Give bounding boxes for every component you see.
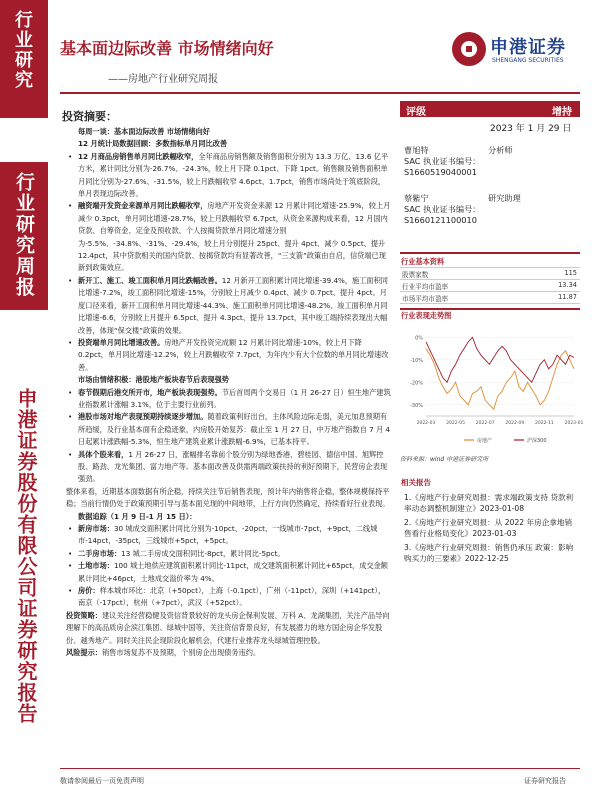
bullet-lead: 融资端开发资金来源单月同比跌幅收窄， <box>78 201 208 211</box>
stat-divider <box>400 303 580 304</box>
abstract-bullet <box>66 411 392 448</box>
stat-label: 股票家数 <box>402 271 429 279</box>
bullet-lead: 投资端单月同比增速改善。 <box>78 337 165 347</box>
bullet-lead: 12 月商品房销售单月同比跌幅收窄， <box>78 151 199 161</box>
paragraph-text: 销售市场复苏不及预期，个别房企出现债务违约。 <box>101 648 261 658</box>
assistant-cert-id: S1660121100010 <box>404 215 477 225</box>
related-report-item[interactable]: 3.《房地产行业研究周报：销售仍承压 政策：影响购买力的三要素》2022-12-25 <box>404 542 574 564</box>
legend-label: 房地产 <box>477 438 493 444</box>
abstract-bullet <box>66 275 392 337</box>
abstract-bullet <box>66 523 392 548</box>
rating-label: 评级 <box>406 107 426 118</box>
report-subtitle: ——房地产行业研究周报 <box>108 74 218 85</box>
sidebar-mid-block <box>0 162 48 310</box>
footer-report-type: 证券研究报告 <box>524 777 566 785</box>
bullet-text: 1 月 26-27 日，涨幅排名靠前个股分别为绿地香港、碧桂园、德信中国、旭辉控股、路劲、龙光集团、富力地产等。基本面改善及供需两端政策扶持的利好预期下，民营房企表现强劲。 <box>78 449 388 484</box>
x-tick-label: 2023-01 <box>564 421 584 426</box>
basic-data-divider <box>400 252 580 254</box>
sidebar-top-block <box>0 0 48 118</box>
assistant-name: 蔡紫宁 <box>404 193 429 203</box>
paragraph-text: 建议关注经营稳健及资信背景较好的龙头房企保利发展、万科 A、龙湖集团，关注产品导向理解下的高品质房企滨江集团、绿城中国等，关注资信背景良好，有发展潜力的地方国企房企华发股份、越秀地产。同时关注民企现阶段化解机会，代建行业推荐龙头绿城管理控股。 <box>66 610 390 645</box>
bullet-text: 30 城成交面积累计同比分别为-10pct、-20pct、一线城市-7pct，+9pct，二线城市-14pct，-35pct，三线城市+5pct，+5pct。 <box>78 524 378 546</box>
company-logo <box>452 30 572 72</box>
analyst-name: 曹旭特 <box>404 145 429 155</box>
paragraph-lead: 风险提示： <box>66 648 102 658</box>
analyst-cert-id: S1660519040001 <box>404 167 477 177</box>
abstract-bullet <box>66 200 392 274</box>
abstract-bullet <box>66 387 392 412</box>
footer-divider <box>60 768 580 769</box>
logo-text-cn: 申港证券 <box>490 37 566 58</box>
abstract-bullet <box>66 151 392 201</box>
stat-row <box>402 281 577 291</box>
bullet-lead: 新开工、施工、竣工面积单月同比跌幅改善。 <box>78 275 222 285</box>
logo-mark-icon <box>452 32 486 66</box>
sidebar-mid-label: 行业研究周报 <box>13 172 35 298</box>
stat-row <box>402 293 577 303</box>
analyst-cert-label: SAC 执业证书编号： <box>404 156 481 166</box>
sidebar <box>0 0 48 800</box>
abstract-bullet <box>66 548 392 560</box>
y-tick-label: 0% <box>415 335 423 342</box>
bullet-text: 100 城土地供应建筑面积累计同比-11pct，成交建筑面积累计同比+65pct，成交金额累计同比+46pct，土地成交溢价率为 4%。 <box>78 561 388 583</box>
x-tick-label: 2022-07 <box>475 421 495 426</box>
stat-divider <box>400 291 580 292</box>
abstract-bullet <box>66 585 392 610</box>
report-date: 2023 年 1 月 29 日 <box>490 124 572 134</box>
chart-title: 行业表现走势图 <box>401 311 452 320</box>
sidebar-company-label: 申港证券股份有限公司证券研究报告 <box>14 388 38 724</box>
bullet-text: 房地产开发投资完成额 12 月累计同比增速-10%，较上月下降 0.2pct，单月同比增速-12.2%，较上月跌幅收窄 7.7pct，为年内少有大个位数的单月同比增速改善。 <box>78 337 389 372</box>
stat-divider <box>400 279 580 280</box>
bullet-text: 样本城市环比：北京（+50pct），上海（-0.1pct），广州（-11pct），深圳（+141pct），南京（-17pct），杭州（+7pct），武汉（+52pct）。 <box>78 586 386 608</box>
x-tick-label: 2022-09 <box>505 421 525 426</box>
related-reports-title: 相关报告 <box>401 478 431 487</box>
performance-chart-svg <box>404 320 584 450</box>
abstract-paragraph <box>66 647 392 659</box>
abstract-section-heading: 数据追踪（1 月 9 日-1 月 15 日）： <box>78 511 197 521</box>
abstract-bullet <box>66 449 392 486</box>
analyst-block <box>404 145 513 178</box>
y-tick-label: -10% <box>410 357 423 364</box>
sidebar-top-label: 行业研究 <box>12 10 33 90</box>
logo-text-en: SHENGANG SECURITIES <box>492 57 564 64</box>
stat-value: 13.34 <box>558 281 577 289</box>
bullet-text: 房地产开发资金来源 12 月累计同比增速-25.9%，较上月减少 0.3pct，单月同比增速-28.7%，较上月跌幅收窄 6.7pct，从资金来源构成来看，12 月国内贷款、自筹资金、定金及预收款、个人按揭贷款单月同比增速分别为-5.5%、-34.8%、-31%、-29.4%，较上月分别提升 25pct、提升 4pct、减少 0.5pct、提升 12.4pct，其中贷款相关的国内贷款、按揭贷款均有显著改善，“三支箭”政策由自启，信贷端已现新到政策效应。 <box>78 201 391 273</box>
analyst-role: 分析师 <box>488 145 513 155</box>
abstract-paragraph <box>66 610 392 647</box>
abstract-heading: 投资摘要： <box>62 110 117 123</box>
stat-value: 11.87 <box>558 293 577 301</box>
bullet-text: 12 月新开工面积累计同比增速-39.4%，施工面积同比增速-7.2%，竣工面积同比增速-15%，分别较上月减少 0.4pct、减少 0.7pct、提升 4pct。月度口径来看，新开工面积单月同比增速-44.3%、施工面积单月同比增速-48.2%、竣工面积单月同比增速-6.6，分别较上月提升 6.5pct、提升 4.3pct、提升 13.7pct，其中竣工端持续表现出大幅改善，体现“保交楼”政策的效果。 <box>78 275 388 335</box>
rating-value: 增持 <box>552 107 572 118</box>
abstract-bullet <box>66 560 392 585</box>
footer-disclaimer: 敬请参阅最后一页免责声明 <box>60 777 144 785</box>
assistant-block <box>404 193 521 226</box>
stat-label: 行业平均市盈率 <box>402 283 449 291</box>
y-tick-label: -20% <box>410 380 423 387</box>
bullet-text: 随着政策利好出台，主体风险边际走弱，美元加息预期有所趋缓，及行业基本面有企稳迹象，内房股开始复苏：截止至 1 月 27 日，中万地产指数自 7 月 4 日起累计涨跌幅-5.3%，恒生地产建筑业累计涨跌幅-6.9%，已基本持平。 <box>78 412 390 447</box>
related-reports-list <box>404 492 576 566</box>
performance-chart <box>404 320 584 444</box>
chart-source: 资料来源：wind 申港证券研究所 <box>400 456 489 463</box>
bullet-text: 全年商品房销售额及销售面积分别为 13.3 万亿、13.6 亿平方米，累计同比分别为-26.7%、-24.3%，较上月下降 0.1pct、下降 1pct。销售额及销售面积单月同比分别为-27.6%、-31.5%，较上月跌幅收窄 4.6pct、1.7pct，销售市场尚处于筑底阶段，单月表现边际改善。 <box>78 151 389 199</box>
abstract-section-heading: 12 月统计局数据回顾：多数指标单月同比改善 <box>78 139 228 149</box>
y-tick-label: -30% <box>410 402 423 409</box>
assistant-cert-label: SAC 执业证书编号： <box>404 204 481 214</box>
x-tick-label: 2022-05 <box>446 421 466 426</box>
header-divider <box>60 92 580 94</box>
assistant-role: 研究助理 <box>488 193 521 203</box>
stat-value: 115 <box>564 269 577 277</box>
abstract-body <box>66 126 392 659</box>
legend-label: 沪深300 <box>527 438 547 444</box>
bullet-lead: 港股市场对地产表现预期持续逐步增加。 <box>78 412 208 422</box>
abstract-section-heading: 市场由情绪积极：港股地产板块春节后表现强势 <box>78 375 229 385</box>
stat-row <box>402 269 577 279</box>
bullet-lead: 具体个股来看， <box>78 449 129 459</box>
bullet-lead: 新房市场： <box>78 524 114 533</box>
related-report-item[interactable]: 1.《房地产行业研究周报：需求端政策支持 贷款利率动态调整机制建立》2023-01-08 <box>404 493 574 514</box>
rating-bar <box>400 101 580 117</box>
bullet-lead: 土地市场： <box>78 561 114 571</box>
abstract-paragraph: 整体来看，近期基本面数据有所企稳，持续关注节后销售表现，预计年内销售将企稳，整体规模保持平稳；当前行情仍处于政策预期引导与基本面兑现的中间地带，上行方向仍然确定，持续看好行业表现。 <box>66 486 390 509</box>
basic-data-title: 行业基本资料 <box>401 257 445 266</box>
stat-divider <box>400 267 580 268</box>
abstract-bullet <box>66 337 392 374</box>
bullet-lead: 二手房市场： <box>78 548 122 558</box>
x-tick-label: 2022-03 <box>416 421 436 426</box>
related-report-item[interactable]: 2.《房地产行业研究周报：从 2022 年房企拿地销售看行业格局变化》2023-01-03 <box>404 517 573 539</box>
paragraph-lead: 投资策略： <box>66 610 102 620</box>
bullet-lead: 房价： <box>78 586 100 596</box>
chart-divider <box>400 308 580 310</box>
x-tick-label: 2022-11 <box>534 421 554 426</box>
bullet-text: 节后首周两个交易日（1 月 26-27 日）恒生地产建筑业指数累计涨幅 3.1%，位于主要行业前列。 <box>78 387 391 409</box>
bullet-lead: 春节假期后港交所开市，地产板块表现强势。 <box>78 387 222 397</box>
report-title: 基本面边际改善 市场情绪向好 <box>60 39 274 58</box>
abstract-section-heading: 每周一谈：基本面边际改善 市场情绪向好 <box>78 127 210 136</box>
bullet-text: 13 城二手房成交面积同比-8pct，累计同比-5pct。 <box>121 548 285 558</box>
stat-label: 市场平均市盈率 <box>402 295 449 303</box>
